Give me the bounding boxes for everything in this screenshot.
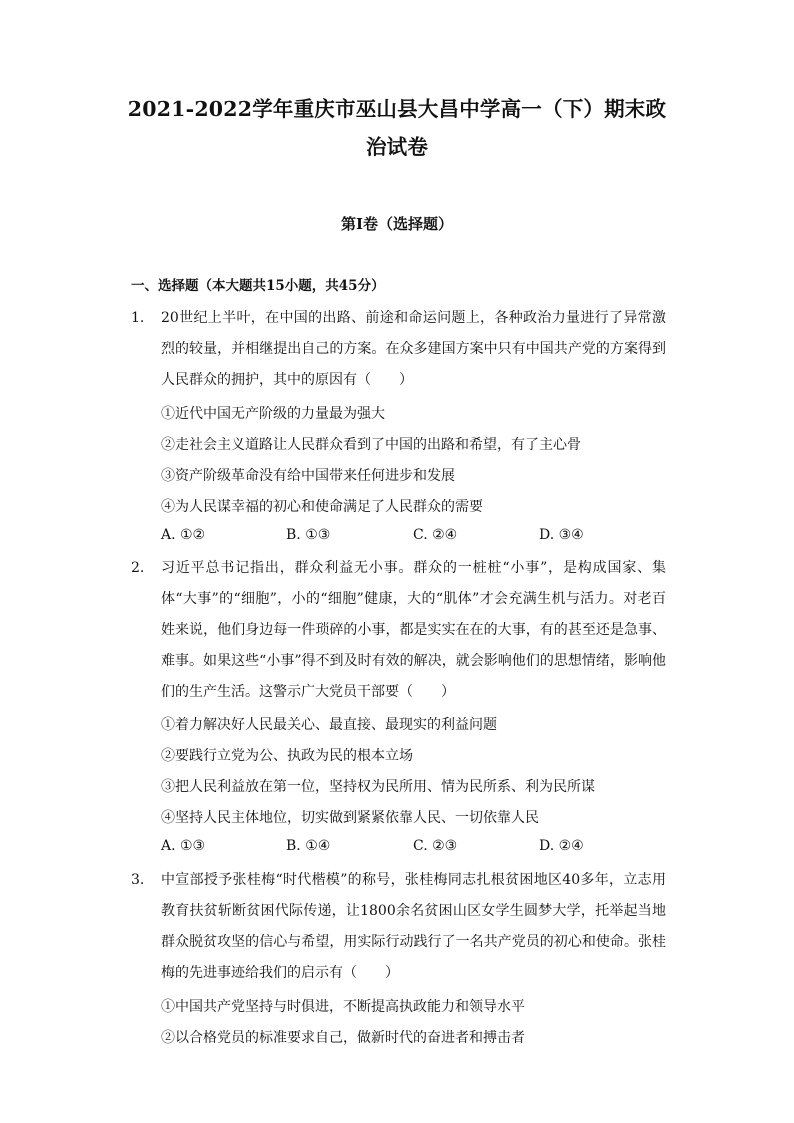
statement-item: ②以合格党员的标准要求自己，做新时代的奋进者和搏击者: [161, 1030, 525, 1046]
option-d[interactable]: D. ③④: [539, 527, 584, 543]
statement-item: ②走社会主义道路让人民群众看到了中国的出路和希望，有了主心骨: [161, 437, 581, 453]
question-stem: 20世纪上半叶，在中国的出路、前途和命运问题上，各种政治力量进行了异常激烈的较量，并相继提出自己的方案。在众多建国方案中只有中国共产党的方案得到人民群众的拥护，其中的原因有（ ）: [161, 310, 666, 388]
statement-item: ④坚持人民主体地位，切实做到紧紧依靠人民、一切依靠人民: [161, 810, 539, 826]
question-stem: 中宣部授予张桂梅“时代楷模”的称号，张桂梅同志扎根贫困地区40多年，立志用教育扶贫斩断贫困代际传递，让1800余名贫困山区女学生圆梦大学，托举起当地群众脱贫攻坚的信心与希望，用实际行动践行了一名共产党员的初心和使命。张桂梅的先进事迹给我们的启示有（ ）: [161, 872, 666, 981]
question-number: 3.: [131, 872, 145, 888]
statement-item: ①近代中国无产阶级的力量最为强大: [161, 406, 385, 422]
section-title: 第I卷（选择题）: [340, 215, 454, 233]
question-stem: 习近平总书记指出，群众利益无小事。群众的一桩桩“小事”，是构成国家、集体“大事”的“细胞”，小的“细胞”健康，大的“肌体”才会充满生机与活力。对老百姓来说，他们身边每一件琐碎的小事，都是实实在在的大事，有的甚至还是急事、难事。如果这些“小事”得不到及时有效的解决，就会影响他们的思想情绪，影响他们的生产生活。这警示广大党员干部要（ ）: [161, 560, 666, 700]
exam-title-line2: 治试卷: [365, 135, 429, 159]
exam-title: [110, 92, 684, 164]
part-heading: 一、选择题（本大题共15小题，共45分）: [131, 278, 385, 294]
statement-item: ①着力解决好人民最关心、最直接、最现实的利益问题: [161, 717, 497, 733]
statement-item: ③资产阶级革命没有给中国带来任何进步和发展: [161, 468, 455, 484]
statement-item: ③把人民利益放在第一位，坚持权为民所用、情为民所系、利为民所谋: [161, 779, 595, 795]
statement-item: ①中国共产党坚持与时俱进，不断提高执政能力和领导水平: [161, 999, 525, 1015]
option-c[interactable]: C. ②④: [413, 527, 458, 543]
option-c[interactable]: C. ②③: [413, 838, 458, 854]
option-d[interactable]: D. ②④: [539, 838, 584, 854]
exam-title-line1: 2021-2022学年重庆市巫山县大昌中学高一（下）期末政: [127, 97, 667, 121]
question-number: 2.: [131, 560, 145, 576]
option-a[interactable]: A. ①②: [161, 527, 206, 543]
statement-item: ④为人民谋幸福的初心和使命满足了人民群众的需要: [161, 499, 483, 515]
statement-item: ②要践行立党为公、执政为民的根本立场: [161, 748, 413, 764]
option-b[interactable]: B. ①③: [286, 527, 331, 543]
option-b[interactable]: B. ①④: [286, 838, 331, 854]
option-a[interactable]: A. ①③: [161, 838, 206, 854]
question-number: 1.: [131, 310, 145, 326]
